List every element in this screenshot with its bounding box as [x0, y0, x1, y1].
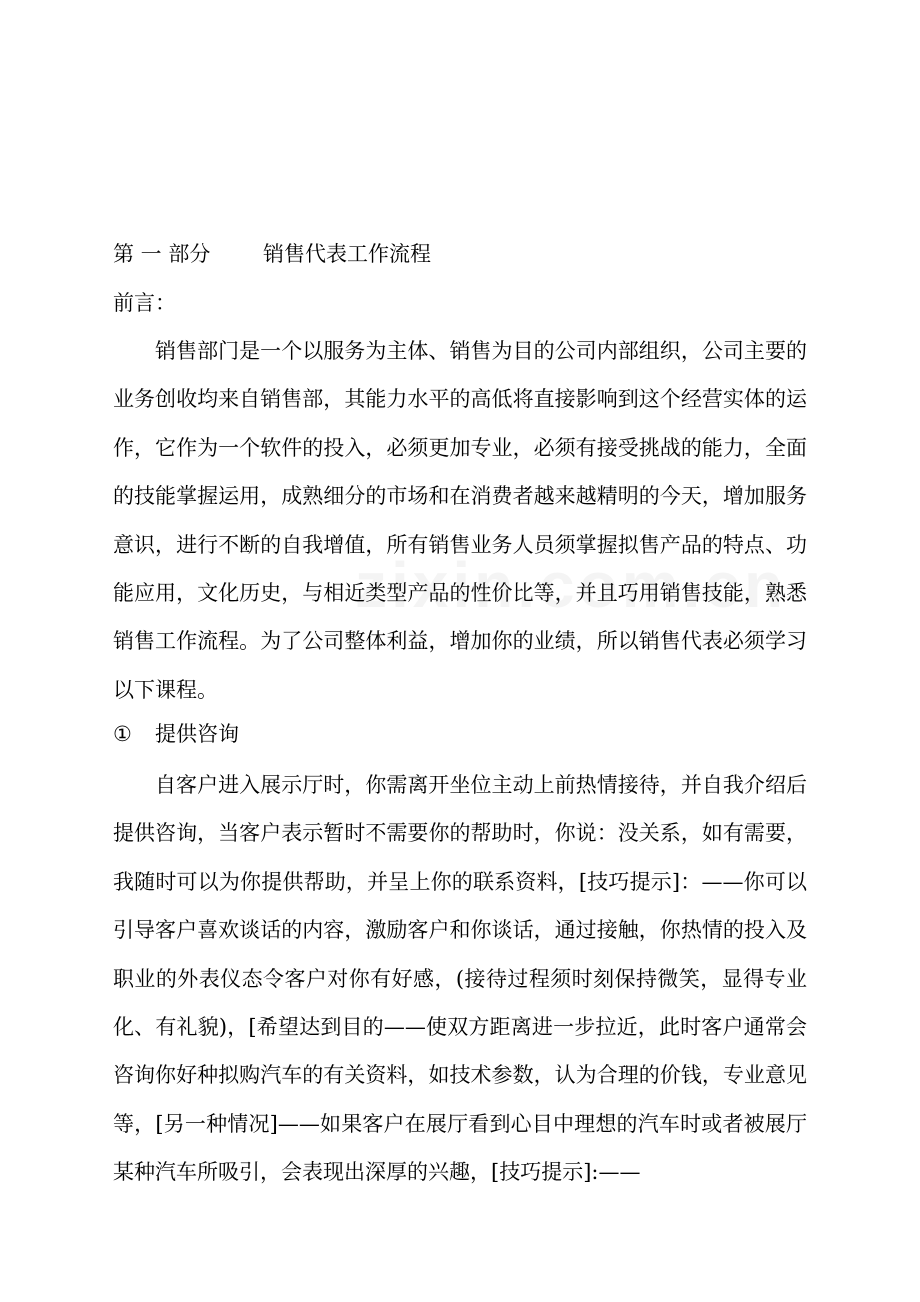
section-paragraph: 自客户进入展示厅时，你需离开坐位主动上前热情接待，并自我介绍后提供咨询，当客户表示暂时不需要你的帮助时，你说：没关系，如有需要，我随时可以为你提供帮助，并呈上你的联系资料，[技巧提示]：——你可以引导客户喜欢谈话的内容，激励客户和你谈话，通过接触，你热情的投入及职业的外表仪态令客户对你有好感，(接待过程须时刻保持微笑，显得专业化、有礼貌)，[希望达到目的——使双方距离进一步拉近，此时客户通常会咨询你好种拟购汽车的有关资料，如技术参数，认为合理的价钱，专业意见等，[另一种情况]——如果客户在展厅看到心目中理想的汽车时或者被展厅某种汽车所吸引，会表现出深厚的兴趣，[技巧提示]:——: [113, 773, 807, 1185]
section-heading: [113, 718, 239, 750]
part-heading: [113, 238, 431, 270]
part-title: 销售代表工作流程: [263, 242, 431, 266]
section-title: 提供咨询: [155, 722, 239, 746]
part-number: 第 一 部分: [113, 242, 211, 266]
foreword-label: 前言：: [113, 291, 176, 315]
section-number: ①: [113, 722, 132, 746]
intro-paragraph: 销售部门是一个以服务为主体、销售为目的公司内部组织，公司主要的业务创收均来自销售部，其能力水平的高低将直接影响到这个经营实体的运作，它作为一个软件的投入，必须更加专业，必须有接受挑战的能力，全面的技能掌握运用，成熟细分的市场和在消费者越来越精明的今天，增加服务意识，进行不断的自我增值，所有销售业务人员须掌握拟售产品的特点、功能应用，文化历史，与相近类型产品的性价比等，并且巧用销售技能，熟悉销售工作流程。为了公司整体利益，增加你的业绩，所以销售代表必须学习以下课程。: [113, 339, 807, 702]
